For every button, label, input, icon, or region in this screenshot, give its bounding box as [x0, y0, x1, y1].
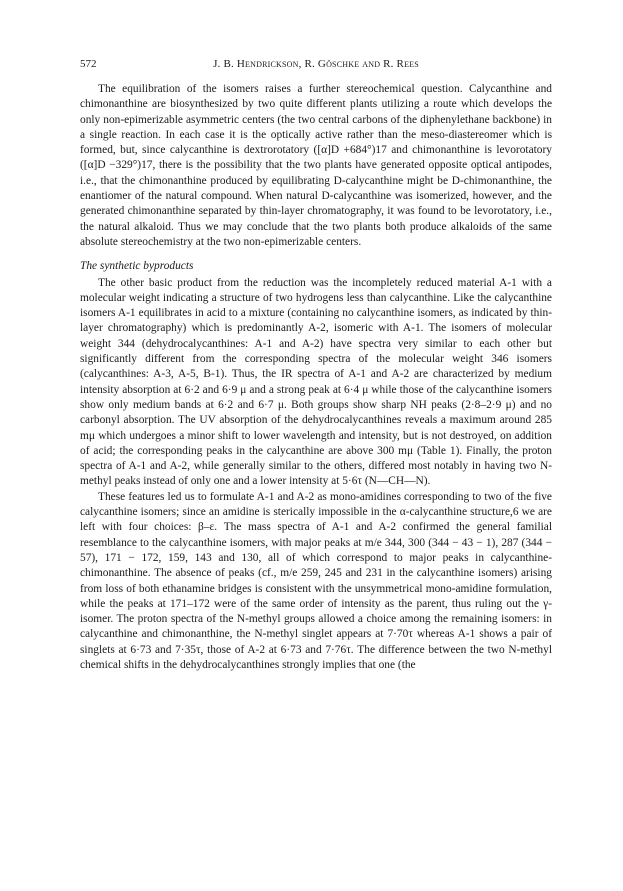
page-number: 572: [80, 58, 97, 70]
article-body: [80, 82, 552, 673]
section-heading: The synthetic byproducts: [80, 260, 194, 273]
running-title: J. B. Hendrickson, R. Göschke and R. Rees: [213, 58, 419, 70]
paragraph-byproducts: The other basic product from the reduction was the incompletely reduced material A-1 with a molecular weight indicating a structure of two hydrogens less than calycanthine. Like the calycanthine isomers A-1 equilibrates in acid to a mixture (containing no calycanthine isomers, as indicated by thin-layer chromatography) which is predominantly A-2, isomeric with A-1. The isomers of molecular weight 344 (dehydrocalycanthines: A-1 and A-2) have spectra very similar to each other but significantly different from the corresponding spectra of the molecular weight 346 isomers (calycanthines: A-3, A-5, B-1). Thus, the IR spectra of A-1 and A-2 are characterized by medium intensity absorption at 6·2 and 6·9 μ and a strong peak at 6·4 μ while those of the calycanthine isomers show only medium bands at 6·2 and 6·7 μ. Both groups show sharp NH peaks (2·8–2·9 μ) and no carbonyl absorption. The UV absorption of the dehydrocalycanthines reveals a maximum around 285 mμ which undergoes a minor shift to lower wavelength and intensity, but is not destroyed, on addition of acid; the corresponding peaks in the calycanthine are above 300 mμ (Table 1). Finally, the proton spectra of A-1 and A-2, while generally similar to the others, differed most notably in having two N-methyl peaks instead of only one and a lower intensity at 5·6τ (N—CH—N).: [80, 276, 552, 488]
paragraph-equilibration: The equilibration of the isomers raises a further stereochemical question. Calycanthine and chimonanthine are biosynthesized by two quite different plants utilizing a route which develops the only non-epimerizable asymmetric centers (the two central carbons of the diphenylethane backbone) in a single reaction. In each case it is the optically active rather than the meso-diastereomer which is formed, but, since calycanthine is dextrorotatory ([α]D +684°)17 and chimonanthine is levorotatory ([α]D −329°)17, there is the possibility that the two plants have generated opposite optical antipodes, i.e., that the chimonanthine produced by equilibrating D-calycanthine might be D-chimonanthine, the enantiomer of the natural compound. When natural D-calycanthine was isomerized, however, and the generated chimonanthine separated by thin-layer chromatography, it was found to be levorotatory, i.e., the natural alkaloid. Thus we may conclude that the two plants both produce alkaloids of the same absolute stereochemistry at the two non-epimerizable centers.: [80, 83, 552, 248]
paragraph-amidines: These features led us to formulate A-1 and A-2 as mono-amidines corresponding to two of the five calycanthine isomers; since an amidine is sterically impossible in the α-calycanthine structure,6 we are left with four choices: β–ε. The mass spectra of A-1 and A-2 confirmed the general familial resemblance to the calycanthine isomers, with major peaks at m/e 344, 300 (344 − 43 − 1), 287 (344 − 57), 171 − 172, 159, 143 and 130, all of which correspond to major peaks in calycanthine-chimonanthine. The absence of peaks (cf., m/e 259, 245 and 231 in the calycanthine isomers) arising from loss of both ethanamine bridges is consistent with the unsymmetrical mono-amidine formulation, while the peaks at 171–172 were of the same order of intensity as the parent, thus ruling out the γ-isomer. The proton spectra of the N-methyl groups allowed a choice among the remaining isomers: in calycanthine and chimonanthine, the N-methyl singlet appears at 7·70τ whereas A-1 shows a pair of singlets at 6·73 and 7·35τ, those of A-2 at 6·73 and 7·76τ. The difference between the two N-methyl chemical shifts in the dehydrocalycanthines strongly implies that one (the: [80, 490, 552, 671]
page-header: [80, 56, 552, 72]
